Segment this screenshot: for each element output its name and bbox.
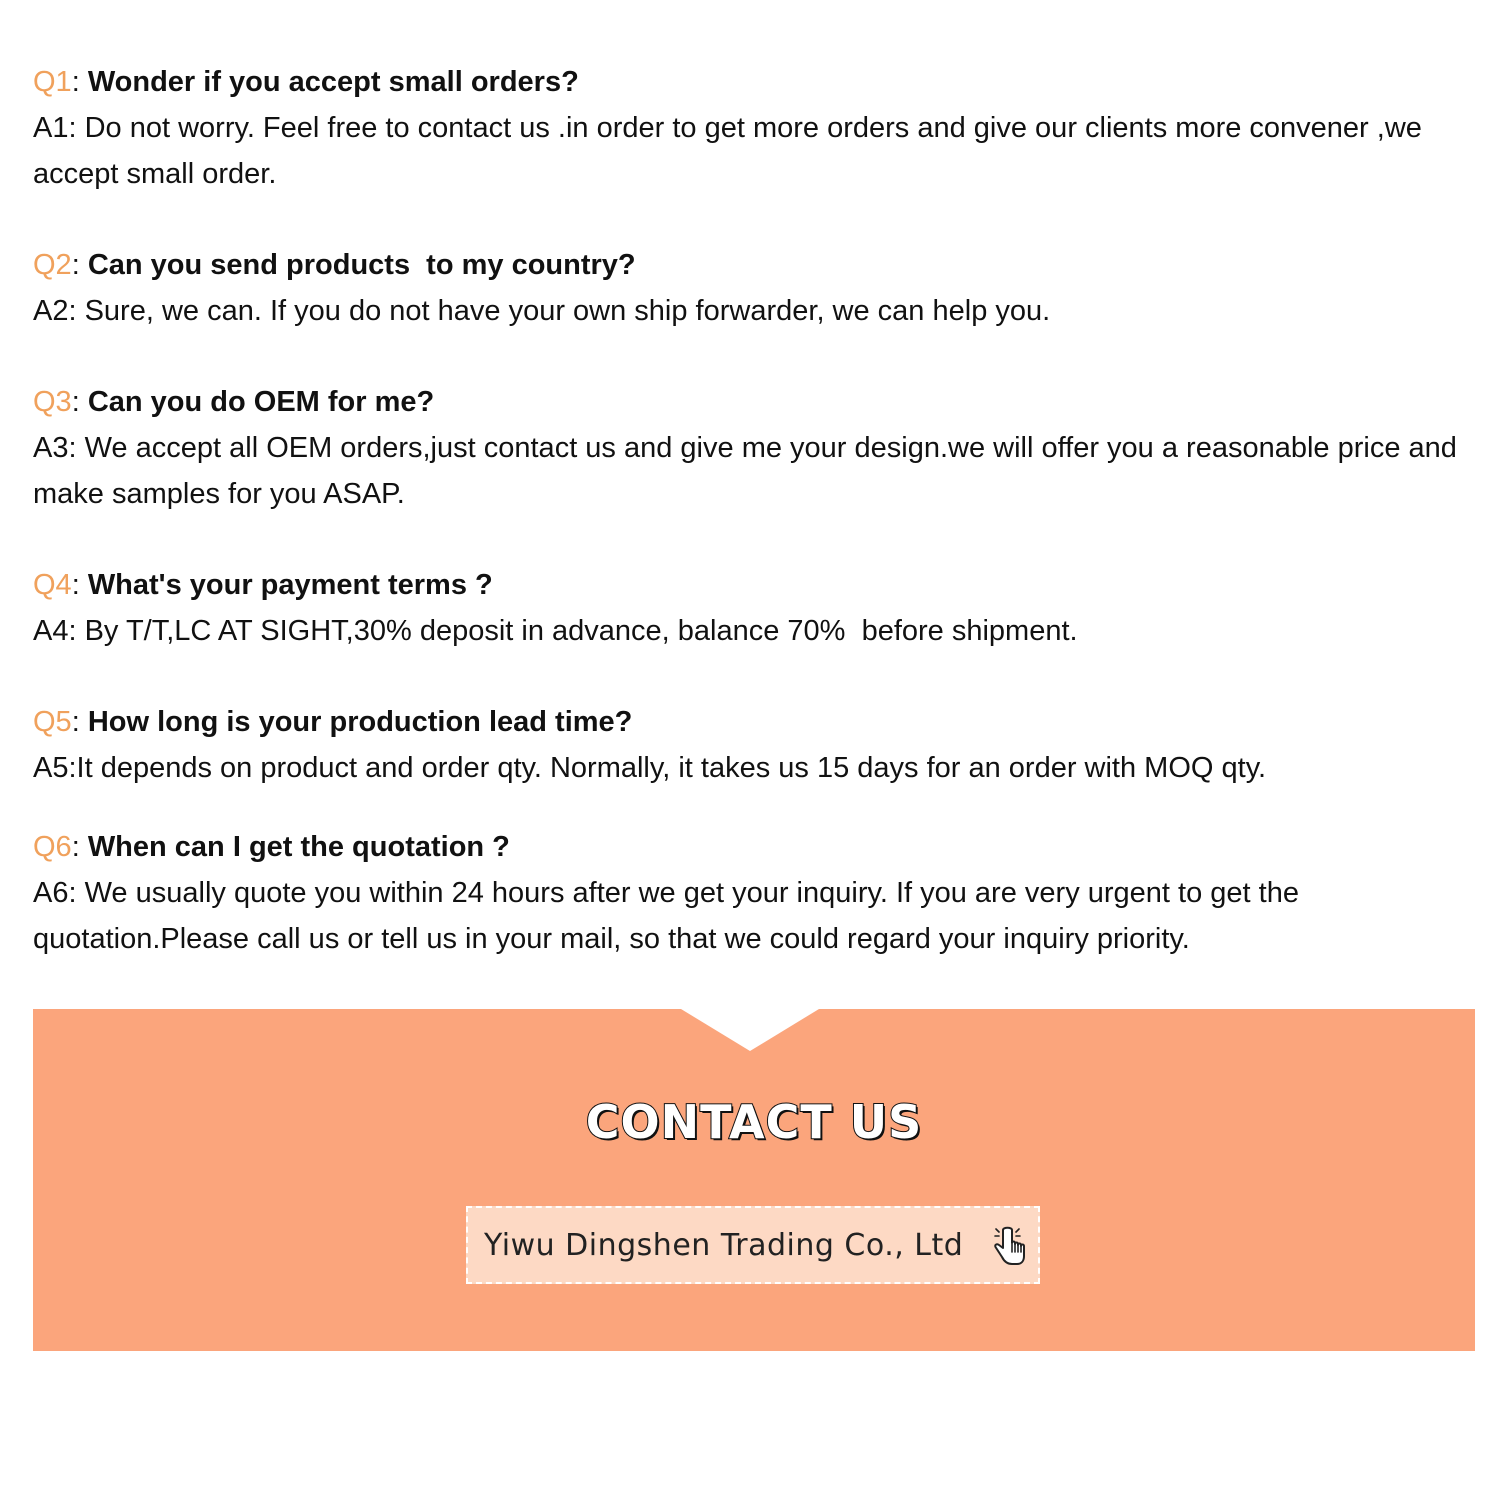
question-2: [33, 242, 1473, 288]
company-name: Yiwu Dingshen Trading Co., Ltd: [484, 1228, 964, 1263]
question-4: [33, 562, 1473, 608]
question-colon: :: [71, 386, 88, 418]
faq-item-3: [33, 379, 1473, 517]
question-colon: :: [71, 831, 88, 863]
question-text: What's your payment terms ?: [87, 569, 493, 601]
contact-us-title: CONTACT US: [585, 1095, 923, 1149]
question-number: Q2: [33, 249, 72, 281]
question-text: Wonder if you accept small orders?: [87, 66, 579, 98]
question-number: Q6: [33, 831, 72, 863]
question-text: Can you do OEM for me?: [87, 386, 435, 418]
answer-2: A2: Sure, we can. If you do not have your own ship forwarder, we can help you.: [33, 295, 1051, 327]
question-colon: :: [71, 706, 88, 738]
faq-item-6: [33, 824, 1473, 962]
faq-item-2: [33, 242, 1473, 334]
question-colon: :: [71, 249, 88, 281]
question-5: [33, 699, 1473, 745]
question-text: How long is your production lead time?: [87, 706, 633, 738]
question-colon: :: [71, 66, 88, 98]
question-text: Can you send products to my country?: [87, 249, 636, 281]
question-number: Q1: [33, 66, 72, 98]
question-number: Q3: [33, 386, 72, 418]
faq-item-1: [33, 59, 1473, 197]
question-3: [33, 379, 1473, 425]
answer-1: A1: Do not worry. Feel free to contact us .in order to get more orders and give our clients more convener ,we accept small order.: [33, 112, 1430, 190]
company-link-button[interactable]: [466, 1206, 1040, 1284]
answer-3: A3: We accept all OEM orders,just contact us and give me your design.we will offer you a reasonable price and make samples for you ASAP.: [33, 432, 1465, 510]
question-text: When can I get the quotation ?: [87, 831, 510, 863]
faq-item-4: [33, 562, 1473, 654]
question-number: Q4: [33, 569, 72, 601]
question-6: [33, 824, 1473, 870]
answer-6: A6: We usually quote you within 24 hours after we get your inquiry. If you are very urgent to get the quotation.Please call us or tell us in your mail, so that we could regard your inquiry priority.: [33, 877, 1308, 955]
answer-5: A5:It depends on product and order qty. Normally, it takes us 15 days for an order with MOQ qty.: [33, 752, 1267, 784]
answer-4: A4: By T/T,LC AT SIGHT,30% deposit in advance, balance 70% before shipment.: [33, 615, 1078, 647]
faq-item-5: [33, 699, 1473, 791]
question-1: [33, 59, 1473, 105]
pointing-hand-icon: [990, 1226, 1030, 1268]
question-number: Q5: [33, 706, 72, 738]
question-colon: :: [71, 569, 88, 601]
banner-notch: [681, 1009, 819, 1051]
contact-banner: [33, 1009, 1475, 1351]
